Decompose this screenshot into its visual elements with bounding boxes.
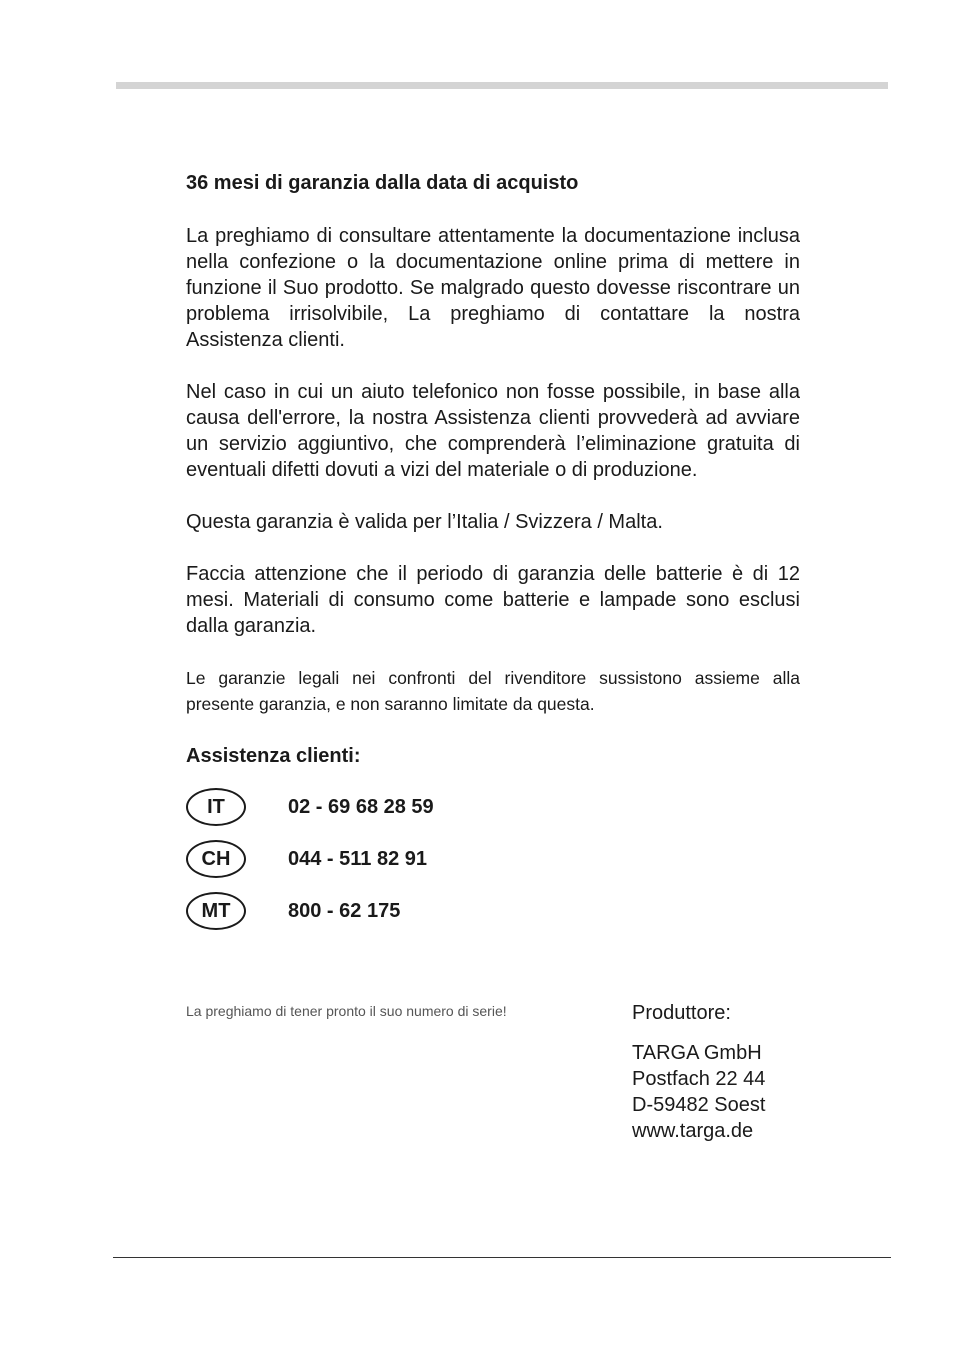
manufacturer-block [632,1000,765,1144]
phone-list [186,785,800,933]
manufacturer-postbox: Postfach 22 44 [632,1068,766,1090]
paragraph-validity: Questa garanzia è valida per l’Italia / Svizzera / Malta. [186,511,663,533]
paragraph-batteries: Faccia attenzione che il periodo di garanzia delle batterie è di 12 mesi. Materiali di consumo come batterie e lampade sono esclusi dalla garanzia. [186,563,800,637]
country-badge-mt: MT [186,892,246,930]
phone-row-mt [186,889,800,933]
country-badge-ch: CH [186,840,246,878]
paragraph-service: Nel caso in cui un aiuto telefonico non fosse possibile, in base alla causa dell'errore, la nostra Assistenza clienti provvederà ad avviare un servizio aggiuntivo, che comprenderà l’eliminazione gratuita di eventuali difetti dovuti a vizi del materiale o di produzione. [186,381,800,481]
page-title: 36 mesi di garanzia dalla data di acquisto [186,172,579,194]
warranty-content [186,168,800,941]
manufacturer-company: TARGA GmbH [632,1042,762,1064]
phone-row-it [186,785,800,829]
serial-number-note: La preghiamo di tener pronto il suo numero di serie! [186,1003,507,1019]
legal-note: Le garanzie legali nei confronti del rivenditore sussistono assieme alla presente garanzia, e non saranno limitate da questa. [186,668,800,714]
manufacturer-website: www.targa.de [632,1120,754,1142]
country-badge-it: IT [186,788,246,826]
support-heading: Assistenza clienti: [186,745,361,767]
phone-number-ch: 044 - 511 82 91 [288,847,428,870]
phone-number-it: 02 - 69 68 28 59 [288,795,434,818]
phone-row-ch [186,837,800,881]
top-rule [116,82,888,89]
manufacturer-label: Produttore: [632,1002,731,1024]
phone-number-mt: 800 - 62 175 [288,899,401,922]
manufacturer-city: D-59482 Soest [632,1094,766,1116]
bottom-rule [113,1257,891,1258]
paragraph-documentation: La preghiamo di consultare attentamente la documentazione inclusa nella confezione o la documentazione online prima di mettere in funzione il Suo prodotto. Se malgrado questo dovesse riscontrare un problema irrisolvibile, La preghiamo di contattare la nostra Assistenza clienti. [186,225,800,351]
